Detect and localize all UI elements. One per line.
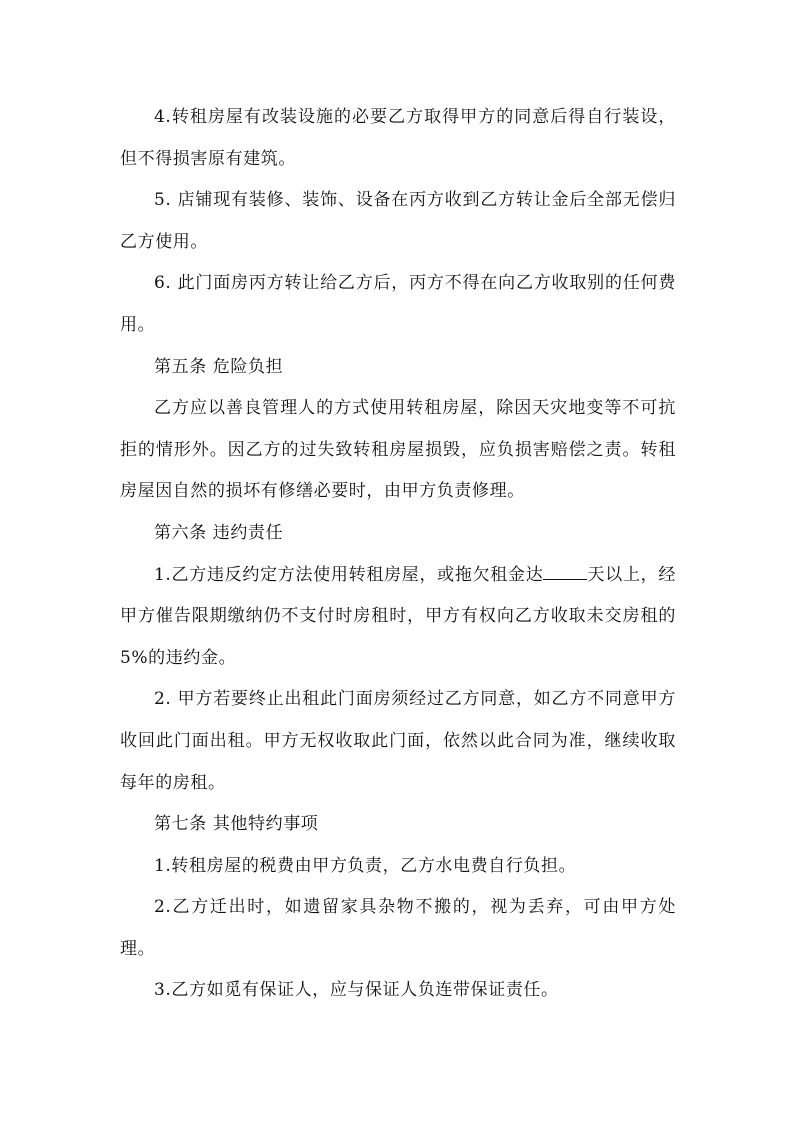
- breach-clause-2-paragraph: 2. 甲方若要终止出租此门面房须经过乙方同意，如乙方不同意甲方收回此门面出租。甲方无权收取此门面，依然以此合同为准，继续收取每年的房租。: [120, 689, 676, 793]
- article-6-heading: 第六条 违约责任: [154, 522, 284, 543]
- special-clause-1-paragraph: 1.转租房屋的税费由甲方负责，乙方水电费自行负担。: [154, 855, 577, 876]
- special-clause-3-paragraph: 3.乙方如觅有保证人，应与保证人负连带保证责任。: [154, 980, 559, 1001]
- fill-in-blank: [543, 562, 587, 580]
- clause-6-paragraph: 6. 此门面房丙方转让给乙方后，丙方不得在向乙方收取别的任何费用。: [120, 273, 676, 335]
- breach-clause-1-text-before: 1.乙方违反约定方法使用转租房屋，或拖欠租金达: [154, 564, 544, 585]
- breach-clause-1-text-after: 天以上，经甲方催告限期缴纳仍不支付时房租时，甲方有权向乙方收取未交房租的 5%的违约金。: [120, 564, 676, 668]
- clause-4-paragraph: 4.转租房屋有改装设施的必要乙方取得甲方的同意后得自行装设，但不得损害原有建筑。: [120, 107, 676, 169]
- clause-5-paragraph: 5. 店铺现有装修、装饰、设备在丙方收到乙方转让金后全部无偿归乙方使用。: [120, 190, 676, 252]
- breach-clause-1-paragraph: [120, 555, 676, 680]
- article-7-heading: 第七条 其他特约事项: [154, 814, 319, 835]
- risk-paragraph: 乙方应以善良管理人的方式使用转租房屋，除因天灾地变等不可抗拒的情形外。因乙方的过失致转租房屋损毁，应负损害赔偿之责。转租房屋因自然的损坏有修缮必要时，由甲方负责修理。: [120, 398, 676, 502]
- special-clause-2-paragraph: 2.乙方迁出时，如遗留家具杂物不搬的，视为丢弃，可由甲方处理。: [120, 897, 676, 959]
- document-page: [120, 97, 676, 1012]
- article-5-heading: 第五条 危险负担: [154, 356, 284, 377]
